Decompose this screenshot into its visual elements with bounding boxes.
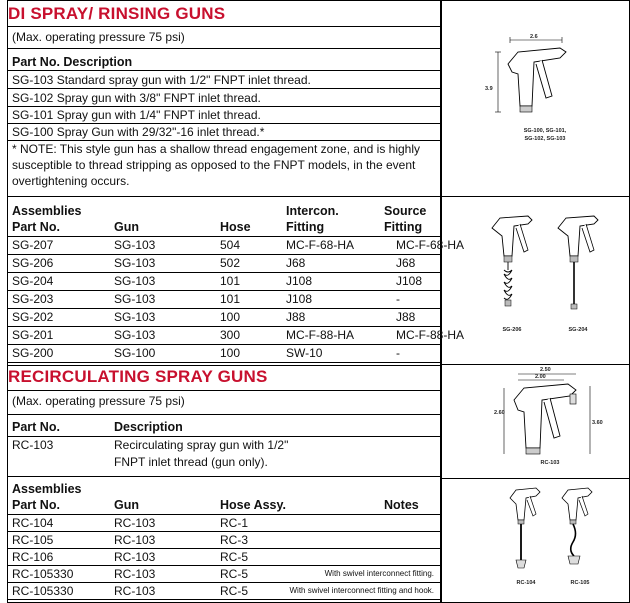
table-cell: RC-103 [114, 584, 156, 598]
table-cell: - [396, 292, 400, 306]
rc-103-row [12, 437, 440, 453]
fig3-caption: RC-103 [540, 460, 560, 466]
rule [8, 365, 440, 366]
table-cell: J68 [286, 256, 306, 270]
figure-divider [441, 478, 630, 479]
table-cell: SG-204 [12, 274, 54, 288]
assemblies-header [12, 219, 440, 235]
table-cell: RC-5 [220, 550, 249, 564]
table-cell: MC-F-88-HA [286, 328, 354, 342]
table-cell: RC-106 [12, 550, 54, 564]
table-cell: RC-103 [114, 567, 156, 581]
item-text: SG-103 Standard spray gun with 1/2" FNPT inlet thread. [12, 73, 311, 87]
col-header: Part No. [12, 220, 60, 234]
fig1-dim-height: 3.9 [485, 86, 493, 92]
rc-part-header [12, 419, 440, 435]
table-row [12, 273, 440, 289]
table-cell: RC-1 [220, 516, 249, 530]
col-header: Part No. [12, 420, 60, 434]
section-title-recirculating: RECIRCULATING SPRAY GUNS [8, 367, 268, 386]
fig2-caption-a: SG-206 [502, 327, 522, 333]
list-item [12, 124, 440, 140]
col-header: Hose Assy. [220, 498, 287, 512]
table-cell: 504 [220, 238, 241, 252]
section-title-di-spray: DI SPRAY/ RINSING GUNS [8, 4, 226, 23]
part-description-header [12, 54, 440, 70]
table-cell: 100 [220, 310, 241, 324]
spray-gun-figure [490, 34, 590, 139]
table-row [12, 345, 440, 361]
table-cell: RC-5 [220, 567, 249, 581]
table-cell: RC-103 [114, 516, 156, 530]
sg-204-figure [550, 208, 610, 328]
col-header: Hose [220, 220, 251, 234]
description: FNPT inlet thread (gun only). [114, 455, 268, 469]
list-item [12, 72, 440, 88]
table-cell: RC-105330 [12, 584, 74, 598]
fig3-dim: 2.60 [494, 410, 505, 416]
table-cell: J108 [396, 274, 423, 288]
table-cell: 300 [220, 328, 241, 342]
col-header: Fitting [286, 220, 325, 234]
table-row [12, 549, 440, 565]
col-header: Fitting [384, 220, 423, 234]
col-header: Intercon. [286, 204, 339, 218]
col-header: Gun [114, 498, 139, 512]
pressure-note: (Max. operating pressure 75 psi) [12, 30, 185, 44]
table-cell: SG-200 [12, 346, 54, 360]
table-cell: - [396, 346, 400, 360]
table-row [12, 532, 440, 548]
table-cell: SG-103 [114, 310, 156, 324]
list-item [12, 107, 440, 123]
table-cell: SG-103 [114, 238, 156, 252]
col-header: Part No. [12, 498, 60, 512]
table-row [12, 255, 440, 271]
rc-105-figure [556, 484, 606, 584]
rule [8, 390, 440, 391]
figure-divider [441, 364, 630, 365]
table-cell: RC-5 [220, 584, 249, 598]
table-cell: SG-103 [114, 328, 156, 342]
rule [8, 70, 440, 71]
table-cell: 101 [220, 274, 241, 288]
table-cell: SG-103 [114, 274, 156, 288]
item-text: SG-102 Spray gun with 3/8" FNPT inlet thread. [12, 91, 261, 105]
col-header: Source [384, 204, 427, 218]
table-row [12, 309, 440, 325]
rule [8, 88, 440, 89]
table-cell: RC-103 [114, 550, 156, 564]
table-cell: SG-103 [114, 292, 156, 306]
table-cell: SG-103 [114, 256, 156, 270]
rule [8, 414, 440, 415]
col-header: Assemblies [12, 204, 82, 218]
figure-divider [441, 196, 630, 197]
item-text: SG-100 Spray Gun with 29/32"-16 inlet thread.* [12, 125, 265, 139]
table-cell: RC-103 [114, 533, 156, 547]
thread-note: * NOTE: This style gun has a shallow thread engagement zone, and is highly susceptible to thread stripping as opposed to the FNPT models, in the event overtightening occurs. [12, 142, 421, 188]
fig2-caption-b: SG-204 [568, 327, 588, 333]
table-cell: MC-F-68-HA [286, 238, 354, 252]
sg-206-figure [484, 208, 544, 328]
table-cell: SG-207 [12, 238, 54, 252]
list-item [12, 90, 440, 106]
col-header: Assemblies [12, 482, 82, 496]
rule [8, 48, 440, 49]
table-cell: SG-206 [12, 256, 54, 270]
table-cell: SG-202 [12, 310, 54, 324]
table-row [12, 515, 440, 531]
fig3-dim: 2.00 [535, 374, 546, 380]
assemblies2-header-top [12, 481, 440, 497]
fig1-caption: SG-100, SG-101, [523, 128, 567, 134]
rc-103-figure [494, 370, 604, 465]
table-cell: RC-104 [12, 516, 54, 530]
assemblies-header-top [12, 203, 440, 219]
table-cell: RC-3 [220, 533, 249, 547]
table-cell: SW-10 [286, 346, 323, 360]
table-cell: SG-203 [12, 292, 54, 306]
fig3-dim: 3.60 [592, 420, 603, 426]
table-cell: J108 [286, 292, 313, 306]
part-no: RC-103 [12, 438, 54, 452]
table-cell: 502 [220, 256, 241, 270]
pressure-note-2: (Max. operating pressure 75 psi) [12, 394, 185, 408]
fig1-dim-width: 2.6 [530, 34, 538, 40]
rc-104-figure [504, 484, 548, 584]
table-cell: RC-105330 [12, 567, 74, 581]
rule [8, 362, 440, 363]
table-cell: MC-F-88-HA [396, 328, 464, 342]
table-cell: MC-F-68-HA [396, 238, 464, 252]
col-header: Notes [384, 498, 419, 512]
item-text: SG-101 Spray gun with 1/4" FNPT inlet thread. [12, 108, 261, 122]
title-rule [8, 26, 440, 27]
col-header: Description [114, 420, 183, 434]
table-row [12, 237, 464, 253]
rc-103-row-cont [12, 454, 440, 470]
table-note: With swivel interconnect fitting. [324, 569, 434, 578]
table-row [12, 327, 464, 343]
table-cell: RC-105 [12, 533, 54, 547]
table-cell: 100 [220, 346, 241, 360]
col-header: Gun [114, 220, 139, 234]
table-note: With swivel interconnect fitting and hook. [289, 586, 434, 595]
rule [8, 196, 440, 197]
table-cell: SG-100 [114, 346, 156, 360]
fig4-caption-b: RC-105 [570, 580, 590, 586]
table-cell: J68 [396, 256, 416, 270]
table-cell: 101 [220, 292, 241, 306]
table-cell: J88 [396, 310, 416, 324]
fig1-caption: SG-102, SG-103 [524, 136, 566, 142]
table-cell: J88 [286, 310, 306, 324]
assemblies2-header [12, 497, 440, 513]
table-cell: SG-201 [12, 328, 54, 342]
table-row [12, 583, 440, 599]
rule [8, 476, 440, 477]
table-row [12, 291, 440, 307]
table-cell: J108 [286, 274, 313, 288]
table-row [12, 566, 440, 582]
header-text: Part No. Description [12, 55, 133, 69]
fig3-dim: 2.50 [540, 367, 551, 373]
fig4-caption-a: RC-104 [516, 580, 536, 586]
description: Recirculating spray gun with 1/2" [114, 438, 289, 452]
rule [8, 599, 440, 600]
